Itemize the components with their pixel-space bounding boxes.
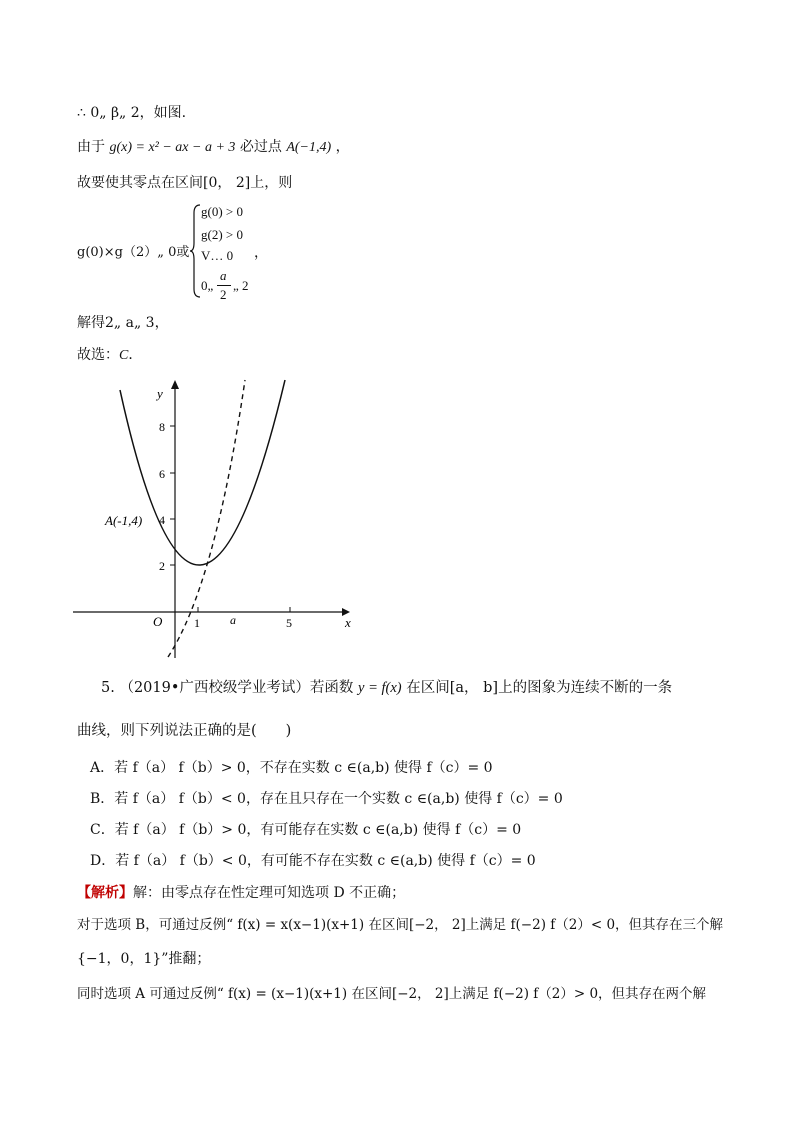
choose-answer: C [119, 348, 129, 363]
option-d [90, 852, 536, 870]
y-tick-label-2: 2 [159, 559, 165, 573]
line2-formula: g(x) = x² − ax − a + 3 [109, 140, 236, 155]
case-range-right: „ 2 [233, 278, 249, 293]
case-range-left: 0„ [201, 278, 214, 293]
x-tick-label-a: a [230, 613, 236, 627]
y-tick-label-4: 4 [159, 513, 165, 527]
option-b [90, 790, 563, 808]
case-g2: g(2) > 0 [201, 227, 243, 242]
solution-line-5: 解得2„ a„ 3， [77, 315, 169, 331]
solution-line-3: 故要使其零点在区间[0， 2]上，则 [77, 175, 293, 191]
condition-left: g(0)×g（2）„ 0或 [77, 245, 190, 260]
x-tick-label-1: 1 [194, 616, 200, 630]
line2-mid: 必过点 [239, 139, 282, 155]
line2-point: A(−1,4) [286, 140, 332, 155]
question-stem-line-1 [101, 679, 672, 697]
choose-end: ． [128, 347, 143, 363]
line2-prefix: 由于 [77, 139, 105, 155]
y-tick-label-8: 8 [159, 420, 165, 434]
case-g0: g(0) > 0 [201, 204, 243, 219]
y-axis-label: y [157, 386, 163, 401]
option-a-label: A． [90, 760, 115, 776]
question-number: 5. [101, 680, 115, 696]
analysis-text-1: 解：由零点存在性定理可知选项 D 不正确； [133, 885, 406, 901]
analysis-line-2: 对于选项 B，可通过反例“ f(x) = x(x−1)(x+1) 在区间[−2， 2]上满足 f(−2) f（2）< 0，但其存在三个解 [77, 917, 724, 933]
function-graph [70, 375, 360, 665]
option-b-text: 若 f（a） f（b）< 0，存在且只存在一个实数 c ∈(a,b) 使得 f（c）= 0 [114, 791, 563, 807]
option-c-label: C． [90, 822, 115, 838]
option-c-text: 若 f（a） f（b）> 0，有可能存在实数 c ∈(a,b) 使得 f（c）= 0 [114, 822, 522, 838]
solution-line-1: ∴ 0„ β„ 2，如图. [77, 105, 187, 121]
analysis-line-1 [77, 884, 405, 902]
question-stem-line-2: 曲线，则下列说法正确的是( ) [77, 723, 292, 739]
stem-formula: y = f(x) [358, 680, 402, 696]
option-a [90, 759, 493, 777]
frac-numerator: a [220, 268, 227, 283]
y-tick-label-6: 6 [159, 467, 165, 481]
option-b-label: B． [90, 791, 115, 807]
x-tick-label-5: 5 [286, 616, 292, 630]
condition-tail: ， [254, 245, 268, 261]
x-axis-label: x [345, 615, 351, 630]
choose-prefix: 故选： [77, 347, 119, 363]
stem-a: 若函数 [309, 680, 354, 696]
analysis-line-3: {−1，0，1}”推翻； [77, 951, 211, 967]
frac-bar [217, 285, 231, 286]
analysis-tag: 【解析】 [77, 885, 133, 901]
option-c [90, 821, 521, 839]
stem-b: 在区间[a， b]上的图象为连续不断的一条 [406, 680, 673, 696]
solution-line-6 [77, 346, 142, 365]
option-d-label: D． [90, 853, 116, 869]
solution-line-2 [77, 138, 350, 157]
question-source: （2019•广西校级学业考试） [119, 680, 310, 696]
case-v: V… 0 [201, 248, 234, 263]
analysis-line-4: 同时选项 A 可通过反例“ f(x) = (x−1)(x+1) 在区间[−2， 2]上满足 f(−2) f（2）> 0，但其存在两个解 [77, 986, 707, 1002]
option-a-text: 若 f（a） f（b）> 0，不存在实数 c ∈(a,b) 使得 f（c）= 0 [114, 760, 493, 776]
y-axis-arrow [171, 380, 179, 389]
line2-end: ， [335, 139, 350, 155]
origin-label: O [153, 614, 163, 629]
point-label: A(-1,4) [105, 513, 143, 528]
parabola-solid [120, 380, 285, 565]
frac-denominator: 2 [220, 287, 227, 302]
option-d-text: 若 f（a） f（b）< 0，有可能不存在实数 c ∈(a,b) 使得 f（c）= 0 [115, 853, 536, 869]
